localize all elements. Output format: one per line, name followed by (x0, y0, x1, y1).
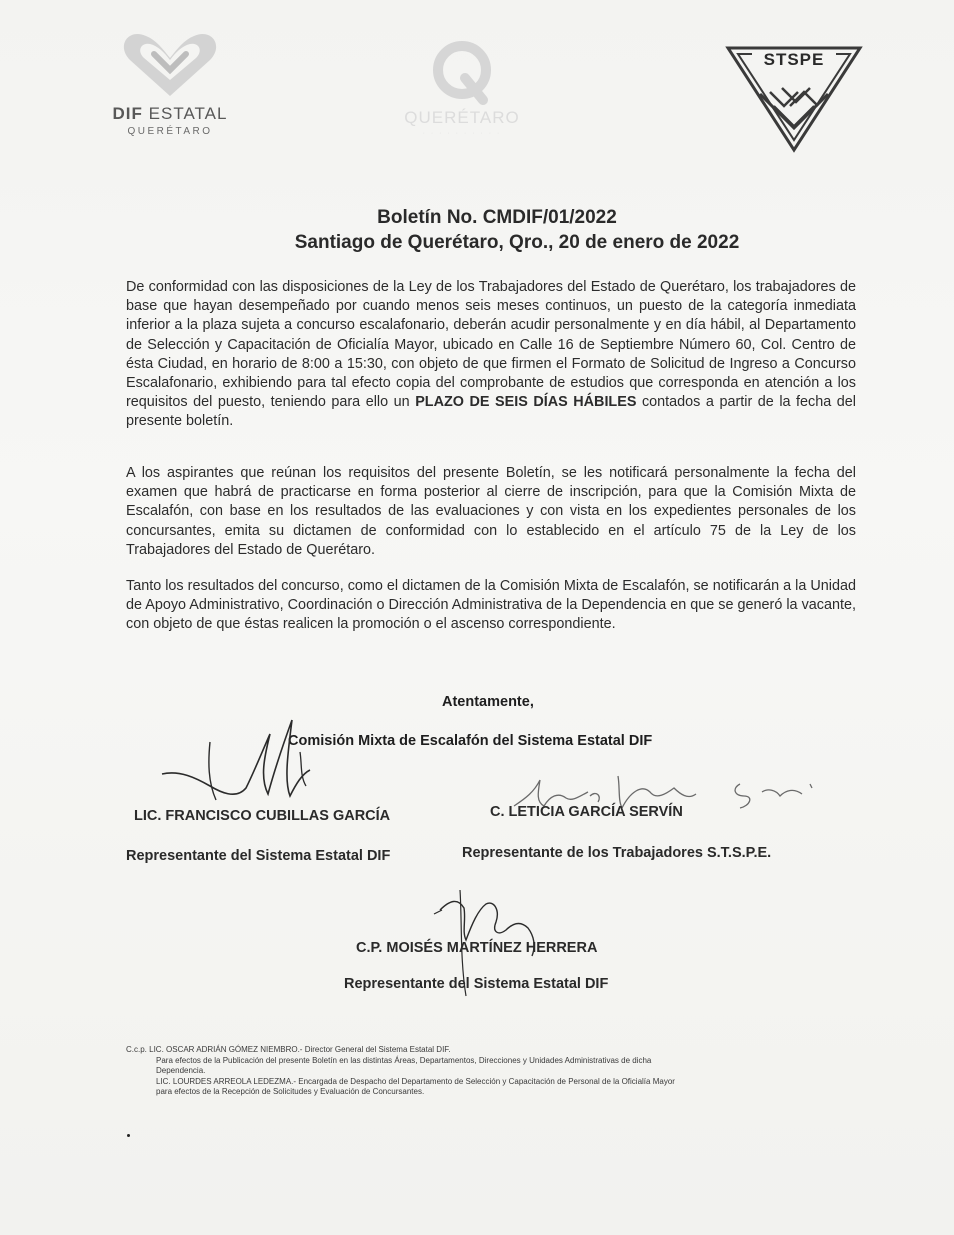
place-date: Santiago de Querétaro, Qro., 20 de enero de 2022 (294, 232, 740, 253)
dif-heart-icon (110, 30, 230, 102)
dif-logo-name: DIF ESTATAL (112, 104, 228, 123)
signatory-2-name: C. LETICIA GARCÍA SERVÍN (490, 804, 683, 820)
queretaro-logo-sub: · · · · · · · · · · (422, 130, 502, 137)
page-mark (127, 1134, 130, 1137)
stspe-emblem-icon (724, 44, 864, 154)
closing: Atentamente, (442, 694, 534, 710)
ccp-line-1: C.c.p. LIC. OSCAR ADRIÁN GÓMEZ NIEMBRO.- Director General del Sistema Estatal DIF. (126, 1045, 451, 1054)
ccp-line-2: Para efectos de la Publicación del presente Boletín en las distintas Áreas, Departamentos, Direcciones y Unidades Administrativas de dicha Dependencia. (156, 1055, 652, 1075)
svg-text:STSPE: STSPE (763, 50, 825, 69)
signature-1 (150, 712, 320, 812)
commission-name: Comisión Mixta de Escalafón del Sistema Estatal DIF (288, 733, 653, 749)
bulletin-number: Boletín No. CMDIF/01/2022 (377, 207, 617, 228)
queretaro-logo-name: QUERÉTARO (404, 108, 520, 127)
dif-logo-sub: QUERÉTARO (127, 126, 213, 137)
ccp-line-3: LIC. LOURDES ARREOLA LEDEZMA.- Encargada de Despacho del Departamento de Selección y Capacitación de Personal de la Oficialía Mayor para efectos de la Recepción de Solicitudes y Evaluación de Concursantes. (156, 1076, 675, 1096)
dif-logo (100, 30, 240, 150)
signatory-3-role: Representante del Sistema Estatal DIF (344, 976, 609, 992)
queretaro-logo (382, 38, 542, 148)
carbon-copy-list (126, 1045, 686, 1098)
signatory-1-role: Representante del Sistema Estatal DIF (126, 848, 391, 864)
paragraph-3: Tanto los resultados del concurso, como el dictamen de la Comisión Mixta de Escalafón, se notificarán a la Unidad de Apoyo Administrativo, Coordinación o Dirección Administrativa de la Dependencia en que se generó la vacante, con objeto de que éstas realicen la promoción o el ascenso correspondiente. (126, 578, 856, 633)
signatory-3-name: C.P. MOISÉS MARTÍNEZ HERRERA (356, 940, 598, 956)
stspe-logo (724, 44, 864, 154)
paragraph-2: A los aspirantes que reúnan los requisitos del presente Boletín, se les notificará personalmente la fecha del examen que habrá de practicarse en forma posterior al cierre de inscripción, para que la Comisión Mixta de Escalafón, con base en los resultados de las evaluaciones y con vista en los expedientes personales de los concursantes, emita su dictamen de conformidad con lo establecido en el artículo 75 de la Ley de los Trabajadores del Estado de Querétaro. (126, 465, 856, 558)
signatory-2-role: Representante de los Trabajadores S.T.S.P.E. (462, 845, 772, 861)
signatory-1-name: LIC. FRANCISCO CUBILLAS GARCÍA (134, 808, 391, 824)
deadline-text: PLAZO DE SEIS DÍAS HÁBILES (415, 394, 637, 411)
queretaro-q-icon (427, 38, 497, 106)
paragraph-1: De conformidad con las disposiciones de la Ley de los Trabajadores del Estado de Querétaro, los trabajadores de base que hayan desempeñado por cuando menos seis meses continuos, un puesto de la categoría inmediata inferior a la plaza sujeta a concurso escalafonario, deberán acudir personalmente y en día hábil, al Departamento de Selección y Capacitación de Oficialía Mayor, ubicado en Calle 16 de Septiembre Número 60, Col. Centro de ésta Ciudad, en horario de 8:00 a 15:30, con objeto de que firmen el Formato de Solicitud de Ingreso a Concurso Escalafonario, exhibiendo para tal efecto copia del comprobante de estudios que corresponda en atención a los requisitos del puesto, teniendo para ello un PLAZO DE SEIS DÍAS HÁBILES contados a partir de la fecha del presente boletín. (126, 279, 856, 430)
